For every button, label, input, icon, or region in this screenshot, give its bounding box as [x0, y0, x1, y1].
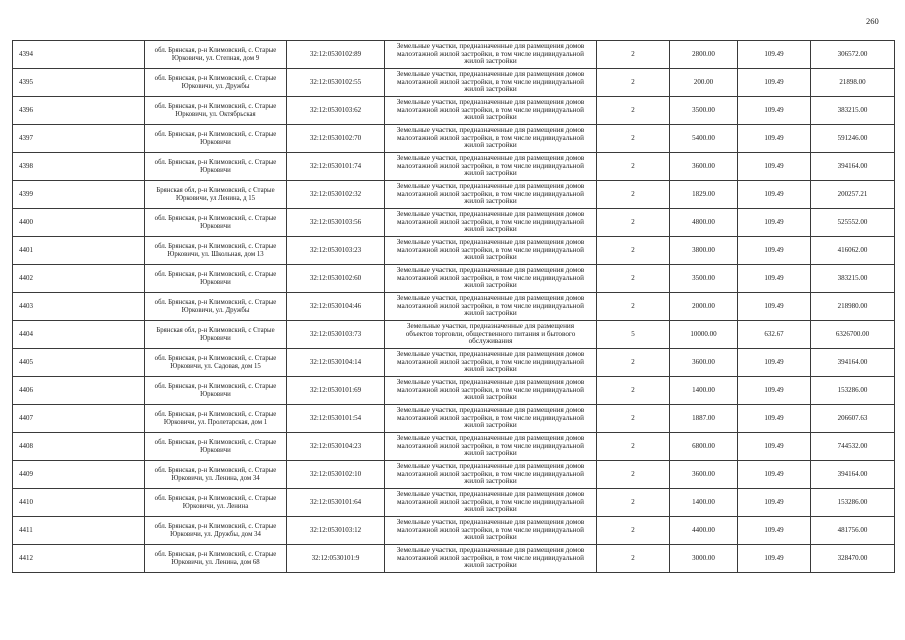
use-group-cell: 2 — [597, 209, 670, 237]
row-number-cell: 4410 — [13, 489, 145, 517]
area-cell: 1887.00 — [670, 405, 738, 433]
address-cell: обл. Брянская, р-н Климовский, с. Старые Юрковичи, ул. Пролетарская, дом 1 — [145, 405, 287, 433]
table-row — [13, 377, 895, 405]
cadastral-number-cell: 32:12:0530103:56 — [287, 209, 385, 237]
address-cell: обл. Брянская, р-н Климовский, с. Старые Юрковичи, ул. Дружбы — [145, 69, 287, 97]
cadastral-value-cell: 328470.00 — [811, 545, 895, 573]
table-row — [13, 517, 895, 545]
area-cell: 6800.00 — [670, 433, 738, 461]
specific-value-cell: 632.67 — [738, 321, 811, 349]
cadastral-number-cell: 32:12:0530101:9 — [287, 545, 385, 573]
area-cell: 4400.00 — [670, 517, 738, 545]
table-row — [13, 125, 895, 153]
use-group-cell: 2 — [597, 41, 670, 69]
row-number-cell: 4408 — [13, 433, 145, 461]
area-cell: 200.00 — [670, 69, 738, 97]
row-number-cell: 4403 — [13, 293, 145, 321]
use-group-cell: 2 — [597, 237, 670, 265]
cadastral-value-cell: 744532.00 — [811, 433, 895, 461]
address-cell: обл. Брянская, р-н Климовский, с. Старые Юрковичи, ул. Ленина — [145, 489, 287, 517]
specific-value-cell: 109.49 — [738, 265, 811, 293]
use-group-cell: 2 — [597, 69, 670, 97]
land-use-cell: Земельные участки, предназначенные для размещения домов малоэтажной жилой застройки, в том числе индивидуальной жилой застройки — [385, 461, 597, 489]
use-group-cell: 2 — [597, 433, 670, 461]
land-use-cell: Земельные участки, предназначенные для размещения домов малоэтажной жилой застройки, в том числе индивидуальной жилой застройки — [385, 97, 597, 125]
address-cell: обл. Брянская, р-н Климовский, с. Старые Юрковичи, ул. Садовая, дом 15 — [145, 349, 287, 377]
land-use-cell: Земельные участки, предназначенные для размещения домов малоэтажной жилой застройки, в том числе индивидуальной жилой застройки — [385, 265, 597, 293]
cadastral-value-cell: 394164.00 — [811, 349, 895, 377]
specific-value-cell: 109.49 — [738, 433, 811, 461]
table-row — [13, 97, 895, 125]
use-group-cell: 2 — [597, 153, 670, 181]
address-cell: обл. Брянская, р-н Климовский, с. Старые Юрковичи — [145, 433, 287, 461]
row-number-cell: 4404 — [13, 321, 145, 349]
area-cell: 3600.00 — [670, 349, 738, 377]
specific-value-cell: 109.49 — [738, 125, 811, 153]
specific-value-cell: 109.49 — [738, 489, 811, 517]
table-row — [13, 349, 895, 377]
land-use-cell: Земельные участки, предназначенные для размещения домов малоэтажной жилой застройки, в том числе индивидуальной жилой застройки — [385, 293, 597, 321]
use-group-cell: 2 — [597, 181, 670, 209]
row-number-cell: 4405 — [13, 349, 145, 377]
address-cell: обл. Брянская, р-н Климовский, с. Старые Юрковичи — [145, 153, 287, 181]
cadastral-value-cell: 218980.00 — [811, 293, 895, 321]
row-number-cell: 4398 — [13, 153, 145, 181]
table-row — [13, 461, 895, 489]
table-row — [13, 489, 895, 517]
specific-value-cell: 109.49 — [738, 545, 811, 573]
table-row — [13, 293, 895, 321]
specific-value-cell: 109.49 — [738, 97, 811, 125]
cadastral-value-cell: 383215.00 — [811, 265, 895, 293]
row-number-cell: 4409 — [13, 461, 145, 489]
cadastral-value-cell: 153286.00 — [811, 377, 895, 405]
land-use-cell: Земельные участки, предназначенные для размещения домов малоэтажной жилой застройки, в том числе индивидуальной жилой застройки — [385, 237, 597, 265]
page-number: 260 — [866, 16, 879, 26]
address-cell: обл. Брянская, р-н Климовский, с. Старые Юрковичи — [145, 125, 287, 153]
area-cell: 1829.00 — [670, 181, 738, 209]
use-group-cell: 2 — [597, 293, 670, 321]
row-number-cell: 4402 — [13, 265, 145, 293]
land-use-cell: Земельные участки, предназначенные для размещения домов малоэтажной жилой застройки, в том числе индивидуальной жилой застройки — [385, 545, 597, 573]
land-use-cell: Земельные участки, предназначенные для размещения домов малоэтажной жилой застройки, в том числе индивидуальной жилой застройки — [385, 181, 597, 209]
land-use-cell: Земельные участки, предназначенные для размещения домов малоэтажной жилой застройки, в том числе индивидуальной жилой застройки — [385, 41, 597, 69]
specific-value-cell: 109.49 — [738, 181, 811, 209]
land-use-cell: Земельные участки, предназначенные для размещения домов малоэтажной жилой застройки, в том числе индивидуальной жилой застройки — [385, 69, 597, 97]
cadastral-number-cell: 32:12:0530104:14 — [287, 349, 385, 377]
cadastral-value-cell: 525552.00 — [811, 209, 895, 237]
cadastral-number-cell: 32:12:0530102:89 — [287, 41, 385, 69]
area-cell: 3600.00 — [670, 461, 738, 489]
specific-value-cell: 109.49 — [738, 69, 811, 97]
cadastral-number-cell: 32:12:0530102:55 — [287, 69, 385, 97]
land-use-cell: Земельные участки, предназначенные для размещения домов малоэтажной жилой застройки, в том числе индивидуальной жилой застройки — [385, 209, 597, 237]
table-row — [13, 265, 895, 293]
cadastral-value-cell: 394164.00 — [811, 461, 895, 489]
row-number-cell: 4412 — [13, 545, 145, 573]
area-cell: 2000.00 — [670, 293, 738, 321]
land-use-cell: Земельные участки, предназначенные для размещения объектов торговли, общественного питания и бытового обслуживания — [385, 321, 597, 349]
cadastral-number-cell: 32:12:0530101:74 — [287, 153, 385, 181]
cadastral-value-cell: 200257.21 — [811, 181, 895, 209]
specific-value-cell: 109.49 — [738, 41, 811, 69]
cadastral-value-cell: 416062.00 — [811, 237, 895, 265]
area-cell: 3500.00 — [670, 265, 738, 293]
cadastral-value-cell: 383215.00 — [811, 97, 895, 125]
use-group-cell: 2 — [597, 461, 670, 489]
area-cell: 5400.00 — [670, 125, 738, 153]
area-cell: 3800.00 — [670, 237, 738, 265]
row-number-cell: 4401 — [13, 237, 145, 265]
specific-value-cell: 109.49 — [738, 461, 811, 489]
table-body — [13, 41, 895, 573]
address-cell: обл. Брянская, р-н Климовский, с. Старые Юрковичи — [145, 377, 287, 405]
cadastral-number-cell: 32:12:0530103:62 — [287, 97, 385, 125]
row-number-cell: 4396 — [13, 97, 145, 125]
cadastral-value-cell: 21898.00 — [811, 69, 895, 97]
area-cell: 2800.00 — [670, 41, 738, 69]
cadastral-value-cell: 206607.63 — [811, 405, 895, 433]
specific-value-cell: 109.49 — [738, 153, 811, 181]
area-cell: 3500.00 — [670, 97, 738, 125]
land-use-cell: Земельные участки, предназначенные для размещения домов малоэтажной жилой застройки, в том числе индивидуальной жилой застройки — [385, 433, 597, 461]
row-number-cell: 4399 — [13, 181, 145, 209]
specific-value-cell: 109.49 — [738, 517, 811, 545]
land-use-cell: Земельные участки, предназначенные для размещения домов малоэтажной жилой застройки, в том числе индивидуальной жилой застройки — [385, 349, 597, 377]
address-cell: обл. Брянская, р-н Климовский, с. Старые Юрковичи — [145, 265, 287, 293]
specific-value-cell: 109.49 — [738, 237, 811, 265]
cadastral-number-cell: 32:12:0530103:12 — [287, 517, 385, 545]
table-row — [13, 153, 895, 181]
specific-value-cell: 109.49 — [738, 377, 811, 405]
address-cell: обл. Брянская, р-н Климовский, с. Старые Юрковичи, ул. Школьная, дом 13 — [145, 237, 287, 265]
row-number-cell: 4400 — [13, 209, 145, 237]
cadastral-number-cell: 32:12:0530102:32 — [287, 181, 385, 209]
cadastral-number-cell: 32:12:0530101:69 — [287, 377, 385, 405]
use-group-cell: 2 — [597, 377, 670, 405]
row-number-cell: 4394 — [13, 41, 145, 69]
address-cell: обл. Брянская, р-н Климовский, с. Старые Юрковичи — [145, 209, 287, 237]
area-cell: 10000.00 — [670, 321, 738, 349]
area-cell: 3000.00 — [670, 545, 738, 573]
use-group-cell: 2 — [597, 349, 670, 377]
table-row — [13, 69, 895, 97]
address-cell: обл. Брянская, р-н Климовский, с. Старые Юрковичи, ул. Дружбы — [145, 293, 287, 321]
address-cell: обл. Брянская, р-н Климовский, с. Старые Юрковичи, ул. Ленина, дом 68 — [145, 545, 287, 573]
address-cell: Брянская обл, р-н Климовский, с Старые Юрковичи — [145, 321, 287, 349]
address-cell: обл. Брянская, р-н Климовский, с. Старые Юрковичи, ул. Ленина, дом 34 — [145, 461, 287, 489]
land-use-cell: Земельные участки, предназначенные для размещения домов малоэтажной жилой застройки, в том числе индивидуальной жилой застройки — [385, 517, 597, 545]
table-row — [13, 321, 895, 349]
address-cell: Брянская обл, р-н Климовский, с Старые Юрковичи, ул Ленина, д 15 — [145, 181, 287, 209]
use-group-cell: 2 — [597, 265, 670, 293]
cadastral-value-cell: 306572.00 — [811, 41, 895, 69]
row-number-cell: 4395 — [13, 69, 145, 97]
use-group-cell: 5 — [597, 321, 670, 349]
area-cell: 3600.00 — [670, 153, 738, 181]
address-cell: обл. Брянская, р-н Климовский, с. Старые Юрковичи, ул. Степная, дом 9 — [145, 41, 287, 69]
area-cell: 1400.00 — [670, 489, 738, 517]
area-cell: 4800.00 — [670, 209, 738, 237]
land-use-cell: Земельные участки, предназначенные для размещения домов малоэтажной жилой застройки, в том числе индивидуальной жилой застройки — [385, 489, 597, 517]
cadastral-value-cell: 6326700.00 — [811, 321, 895, 349]
use-group-cell: 2 — [597, 97, 670, 125]
land-use-cell: Земельные участки, предназначенные для размещения домов малоэтажной жилой застройки, в том числе индивидуальной жилой застройки — [385, 377, 597, 405]
use-group-cell: 2 — [597, 517, 670, 545]
cadastral-number-cell: 32:12:0530104:23 — [287, 433, 385, 461]
land-use-cell: Земельные участки, предназначенные для размещения домов малоэтажной жилой застройки, в том числе индивидуальной жилой застройки — [385, 153, 597, 181]
row-number-cell: 4397 — [13, 125, 145, 153]
cadastral-number-cell: 32:12:0530101:54 — [287, 405, 385, 433]
table-row — [13, 405, 895, 433]
specific-value-cell: 109.49 — [738, 209, 811, 237]
specific-value-cell: 109.49 — [738, 293, 811, 321]
specific-value-cell: 109.49 — [738, 405, 811, 433]
cadastral-number-cell: 32:12:0530102:10 — [287, 461, 385, 489]
use-group-cell: 2 — [597, 125, 670, 153]
row-number-cell: 4406 — [13, 377, 145, 405]
land-use-cell: Земельные участки, предназначенные для размещения домов малоэтажной жилой застройки, в том числе индивидуальной жилой застройки — [385, 405, 597, 433]
specific-value-cell: 109.49 — [738, 349, 811, 377]
table-row — [13, 181, 895, 209]
area-cell: 1400.00 — [670, 377, 738, 405]
cadastral-value-cell: 591246.00 — [811, 125, 895, 153]
cadastral-number-cell: 32:12:0530103:23 — [287, 237, 385, 265]
row-number-cell: 4407 — [13, 405, 145, 433]
address-cell: обл. Брянская, р-н Климовский, с. Старые Юрковичи, ул. Дружбы, дом 34 — [145, 517, 287, 545]
land-use-cell: Земельные участки, предназначенные для размещения домов малоэтажной жилой застройки, в том числе индивидуальной жилой застройки — [385, 125, 597, 153]
cadastral-number-cell: 32:12:0530104:46 — [287, 293, 385, 321]
table-row — [13, 209, 895, 237]
cadastral-value-cell: 481756.00 — [811, 517, 895, 545]
table-row — [13, 433, 895, 461]
cadastral-value-table — [12, 40, 895, 573]
cadastral-value-cell: 394164.00 — [811, 153, 895, 181]
use-group-cell: 2 — [597, 405, 670, 433]
cadastral-number-cell: 32:12:0530102:60 — [287, 265, 385, 293]
use-group-cell: 2 — [597, 545, 670, 573]
cadastral-number-cell: 32:12:0530103:73 — [287, 321, 385, 349]
cadastral-number-cell: 32:12:0530102:70 — [287, 125, 385, 153]
use-group-cell: 2 — [597, 489, 670, 517]
cadastral-number-cell: 32:12:0530101:64 — [287, 489, 385, 517]
address-cell: обл. Брянская, р-н Климовский, с. Старые Юрковичи, ул. Октябрьская — [145, 97, 287, 125]
table-row — [13, 41, 895, 69]
cadastral-value-cell: 153286.00 — [811, 489, 895, 517]
table-row — [13, 545, 895, 573]
table-row — [13, 237, 895, 265]
row-number-cell: 4411 — [13, 517, 145, 545]
